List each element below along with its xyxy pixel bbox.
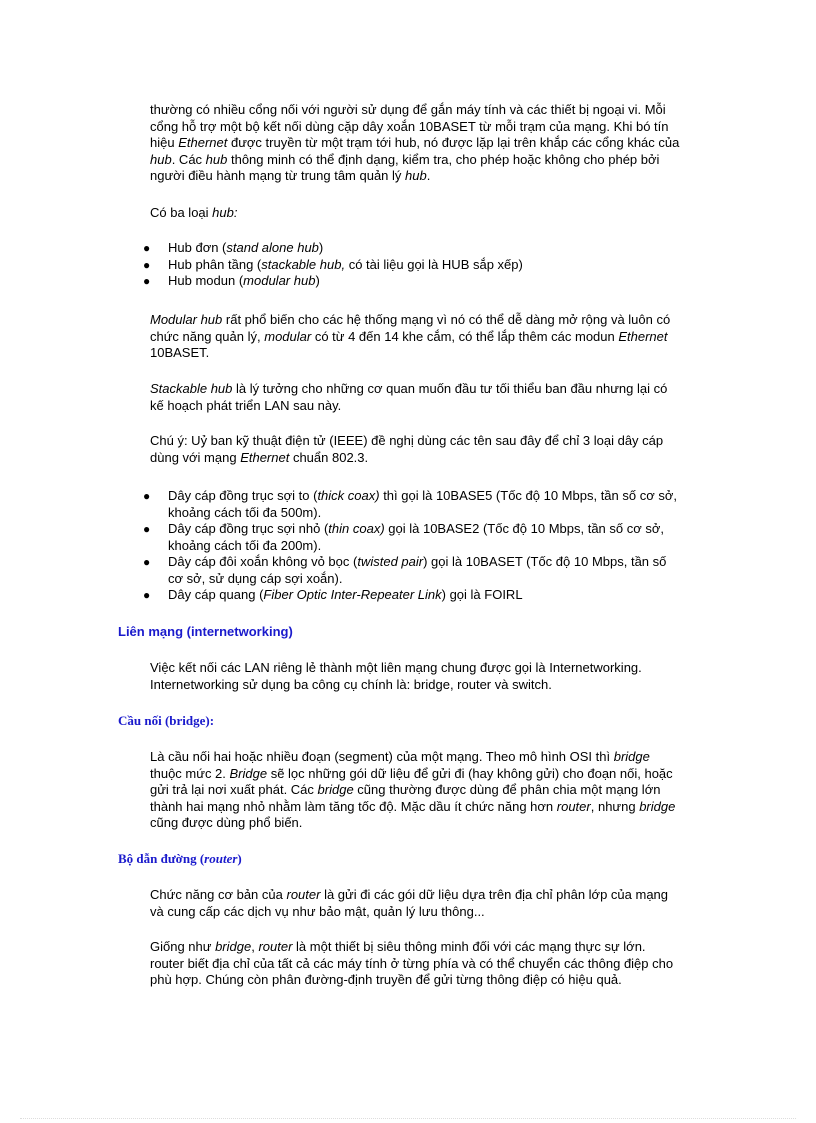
list-item: ● Dây cáp quang (Fiber Optic Inter-Repeater Link) gọi là FOIRL (143, 587, 523, 602)
bridge-heading: Cầu nối (bridge): (118, 713, 215, 728)
list-item: ● Dây cáp đồng trục sợi nhỏ (thin coax) gọi là 10BASE2 (Tốc độ 10 Mbps, tần số cơ sở, khoảng cách tối đa 200m). (143, 521, 665, 553)
list-item: ● Hub đơn (stand alone hub) (143, 240, 324, 255)
bullet-icon: ● (143, 241, 151, 255)
intro-line-4: hub. Các hub thông minh có thể định dạng, kiểm tra, cho phép hoặc không cho phép bởi (150, 151, 660, 167)
list-item: ● Dây cáp đôi xoắn không vỏ bọc (twisted pair) gọi là 10BASET (Tốc độ 10 Mbps, tần số cơ sở, sử dụng cáp sợi xoắn). (143, 554, 667, 586)
stackable-hub-paragraph: Stackable hub là lý tưởng cho những cơ quan muốn đầu tư tối thiểu ban đầu nhưng lại có kế hoạch phát triển LAN sau này. (150, 381, 668, 413)
note-paragraph: Chú ý: Uỷ ban kỹ thuật điện tử (IEEE) đề nghị dùng các tên sau đây để chỉ 3 loại dây cáp dùng với mạng Ethernet chuẩn 802.3. (150, 433, 664, 465)
router-paragraph-2: Giống như bridge, router là một thiết bị siêu thông minh đối với các mạng thực sự lớn. router biết địa chỉ của tất cả các máy tính ở từng phía và có thể chuyển các thông điệp cho phù hợp. Chúng còn phân đường-định truyền để gửi từng thông điệp có hiệu quả. (150, 939, 674, 987)
bullet-icon: ● (143, 274, 151, 288)
internetworking-paragraph: Việc kết nối các LAN riêng lẻ thành một liên mạng chung được gọi là Internetworking. Internetworking sử dụng ba công cụ chính là: bridge, router và switch. (150, 660, 642, 692)
intro-line-3: hiệu Ethernet được truyền từ một trạm tới hub, nó được lặp lại trên khắp các cổng khác của (150, 135, 680, 150)
router-heading: Bộ dẫn đường (router) (118, 851, 242, 866)
list-item: ● Dây cáp đồng trục sợi to (thick coax) thì gọi là 10BASE5 (Tốc độ 10 Mbps, tần số cơ sở, khoảng cách tối đa 500m). (143, 488, 677, 520)
hub-types-intro: Có ba loại hub: (150, 205, 238, 220)
hub-type-list (140, 240, 523, 290)
intro-line-2: cổng hỗ trợ một bộ kết nối dùng cặp dây xoắn 10BASET từ mỗi trạm của mạng. Khi bó tín (150, 118, 669, 134)
intro-line-5: người điều hành mạng từ trung tâm quản lý hub. (150, 168, 431, 183)
bullet-icon: ● (143, 489, 151, 503)
intro-line-1: thường có nhiều cổng nối với người sử dụng để gắn máy tính và các thiết bị ngoại vi. Mỗi (150, 102, 666, 117)
bullet-icon: ● (143, 257, 151, 272)
internetworking-heading: Liên mạng (internetworking) (118, 624, 293, 639)
page-bottom-divider (20, 1118, 796, 1119)
modular-hub-paragraph: Modular hub rất phổ biến cho các hệ thống mạng vì nó có thể dễ dàng mở rộng và luôn có chức năng quản lý, modular có từ 4 đến 14 khe cắm, có thể lắp thêm các modun Ethernet 10BASET. (150, 312, 671, 360)
list-item: ● Hub modun (modular hub) (143, 273, 320, 288)
intro-paragraph (150, 102, 679, 185)
bullet-icon: ● (143, 522, 151, 536)
bullet-icon: ● (143, 588, 151, 602)
bullet-icon: ● (143, 555, 151, 569)
bridge-paragraph: Là cầu nối hai hoặc nhiều đoạn (segment) của một mạng. Theo mô hình OSI thì bridge thuộc mức 2. Bridge sẽ lọc những gói dữ liệu để gửi đi (hay không gửi) cho đoạn nối, hoặc gửi trả lại nơi xuất phát. Các bridge cũng thường được dùng để phân chia một mạng lớn thành hai mạng nhỏ nhằm làm tăng tốc độ. Mặc dầu ít chức năng hơn router, nhưng bridge cũng được dùng phổ biến. (150, 749, 676, 830)
list-item: ● Hub phân tầng (stackable hub, có tài liệu gọi là HUB sắp xếp) (143, 256, 523, 272)
cable-type-list (140, 488, 720, 604)
router-paragraph-1: Chức năng cơ bản của router là gửi đi các gói dữ liệu dựa trên địa chỉ phân lớp của mạng và cung cấp các dịch vụ như bảo mật, quản lý lưu thông... (150, 887, 669, 919)
